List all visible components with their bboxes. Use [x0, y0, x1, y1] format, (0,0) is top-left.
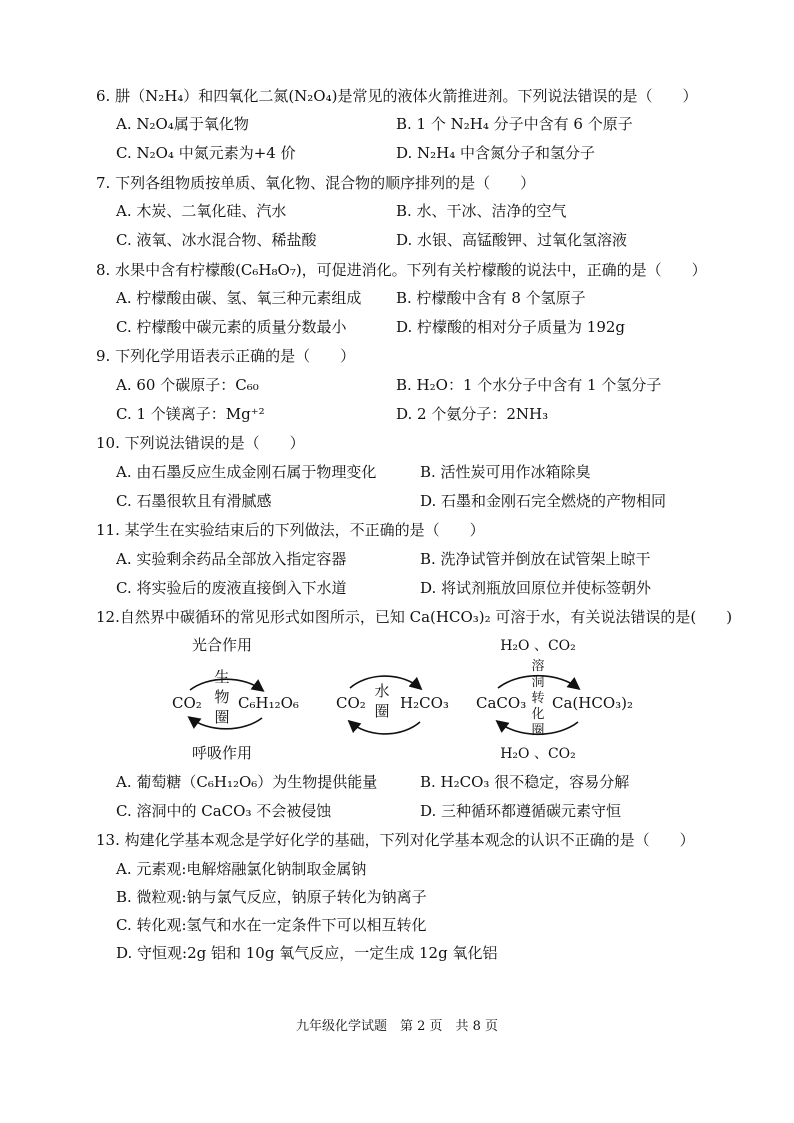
- bio-center-char-1: 生: [214, 668, 230, 686]
- cave-left-label: CaCO₃: [476, 694, 527, 712]
- question-6-stem: 6. 肼（N₂H₄）和四氧化二氮(N₂O₄)是常见的液体火箭推进剂。下列说法错误的是（ ）: [96, 87, 698, 105]
- cave-center-char-5: 圈: [531, 723, 545, 738]
- water-center-char-1: 水: [374, 682, 390, 700]
- page-footer: 九年级化学试题 第 2 页 共 8 页: [295, 1019, 499, 1034]
- carbon-cycle-diagram: [0, 630, 794, 770]
- question-13-option-a: A. 元素观:电解熔融氯化钠制取金属钠: [116, 860, 367, 878]
- question-13-stem: 13. 构建化学基本观念是学好化学的基础，下列对化学基本观念的认识不正确的是（ ）: [96, 831, 695, 849]
- cave-top-label: H₂O 、CO₂: [500, 638, 576, 654]
- bio-left-label: CO₂: [172, 694, 202, 712]
- question-7-option-d: D. 水银、高锰酸钾、过氧化氢溶液: [396, 231, 628, 249]
- question-8-option-a: A. 柠檬酸由碳、氢、氧三种元素组成: [116, 289, 362, 307]
- question-12-option-d: D. 三种循环都遵循碳元素守恒: [420, 802, 622, 820]
- question-9-option-a: A. 60 个碳原子：C₆₀: [116, 376, 259, 394]
- question-12-option-b: B. H₂CO₃ 很不稳定，容易分解: [420, 773, 630, 791]
- bio-right-label: C₆H₁₂O₆: [238, 694, 299, 712]
- cave-center-char-1: 溶: [531, 659, 545, 674]
- water-right-label: H₂CO₃: [400, 694, 449, 712]
- question-9-stem: 9. 下列化学用语表示正确的是（ ）: [96, 347, 356, 365]
- question-12-stem: 12.自然界中碳循环的常见形式如图所示，已知 Ca(HCO₃)₂ 可溶于水，有关说法错误的是( ): [96, 608, 733, 626]
- question-7-option-a: A. 木炭、二氧化硅、汽水: [116, 202, 287, 220]
- question-13-option-b: B. 微粒观:钠与氯气反应，钠原子转化为钠离子: [116, 888, 427, 906]
- cave-cycle: [476, 638, 633, 762]
- question-10-option-c: C. 石墨很软且有滑腻感: [116, 492, 272, 510]
- photosynthesis-label: 光合作用: [191, 636, 253, 654]
- cave-center-char-2: 洞: [531, 675, 545, 690]
- question-10-stem: 10. 下列说法错误的是（ ）: [96, 434, 305, 452]
- cave-right-label: Ca(HCO₃)₂: [552, 694, 634, 712]
- question-12-option-c: C. 溶洞中的 CaCO₃ 不会被侵蚀: [116, 802, 332, 820]
- bio-center-char-3: 圈: [214, 708, 230, 726]
- question-6-option-a: A. N₂O₄属于氧化物: [116, 115, 249, 133]
- question-11-option-d: D. 将试剂瓶放回原位并使标签朝外: [420, 579, 652, 597]
- question-8-option-d: D. 柠檬酸的相对分子质量为 192g: [396, 318, 626, 336]
- hydrosphere-cycle: [336, 676, 449, 734]
- biosphere-cycle: [172, 636, 299, 762]
- question-9-option-c: C. 1 个镁离子：Mg⁺²: [116, 405, 265, 423]
- question-9-option-b: B. H₂O：1 个水分子中含有 1 个氢分子: [396, 376, 662, 394]
- water-center-char-2: 圈: [374, 702, 390, 720]
- question-10-option-b: B. 活性炭可用作冰箱除臭: [420, 463, 591, 481]
- question-13-option-d: D. 守恒观:2g 铝和 10g 氧气反应，一定生成 12g 氧化铝: [116, 944, 498, 962]
- bio-center-char-2: 物: [214, 688, 230, 706]
- question-8-stem: 8. 水果中含有柠檬酸(C₆H₈O₇)，可促进消化。下列有关柠檬酸的说法中，正确的是（ ）: [96, 261, 707, 279]
- question-7-option-c: C. 液氧、冰水混合物、稀盐酸: [116, 231, 317, 249]
- question-7-stem: 7. 下列各组物质按单质、氧化物、混合物的顺序排列的是（ ）: [96, 174, 536, 192]
- water-arrow-bottom: [350, 722, 420, 734]
- question-10-option-a: A. 由石墨反应生成金刚石属于物理变化: [116, 463, 377, 481]
- respiration-label: 呼吸作用: [191, 744, 253, 762]
- question-11-option-b: B. 洗净试管并倒放在试管架上晾干: [420, 550, 651, 568]
- question-12-option-a: A. 葡萄糖（C₆H₁₂O₆）为生物提供能量: [116, 773, 378, 791]
- question-6-option-b: B. 1 个 N₂H₄ 分子中含有 6 个原子: [396, 115, 633, 133]
- question-8-option-b: B. 柠檬酸中含有 8 个氢原子: [396, 289, 586, 307]
- question-9-option-d: D. 2 个氨分子：2NH₃: [396, 405, 549, 423]
- question-6-option-d: D. N₂H₄ 中含氮分子和氢分子: [396, 144, 596, 162]
- question-11-stem: 11. 某学生在实验结束后的下列做法，不正确的是（ ）: [96, 521, 485, 539]
- cave-center-char-4: 化: [531, 707, 545, 722]
- question-7-option-b: B. 水、干冰、洁净的空气: [396, 202, 567, 220]
- question-13-option-c: C. 转化观:氢气和水在一定条件下可以相互转化: [116, 916, 427, 934]
- question-6-option-c: C. N₂O₄ 中氮元素为+4 价: [116, 144, 296, 162]
- question-11-option-a: A. 实验剩余药品全部放入指定容器: [116, 550, 347, 568]
- cave-center-char-3: 转: [531, 691, 545, 706]
- question-11-option-c: C. 将实验后的废液直接倒入下水道: [116, 579, 347, 597]
- cave-bottom-label: H₂O 、CO₂: [500, 746, 576, 762]
- question-8-option-c: C. 柠檬酸中碳元素的质量分数最小: [116, 318, 347, 336]
- water-left-label: CO₂: [336, 694, 366, 712]
- question-10-option-d: D. 石墨和金刚石完全燃烧的产物相同: [420, 492, 667, 510]
